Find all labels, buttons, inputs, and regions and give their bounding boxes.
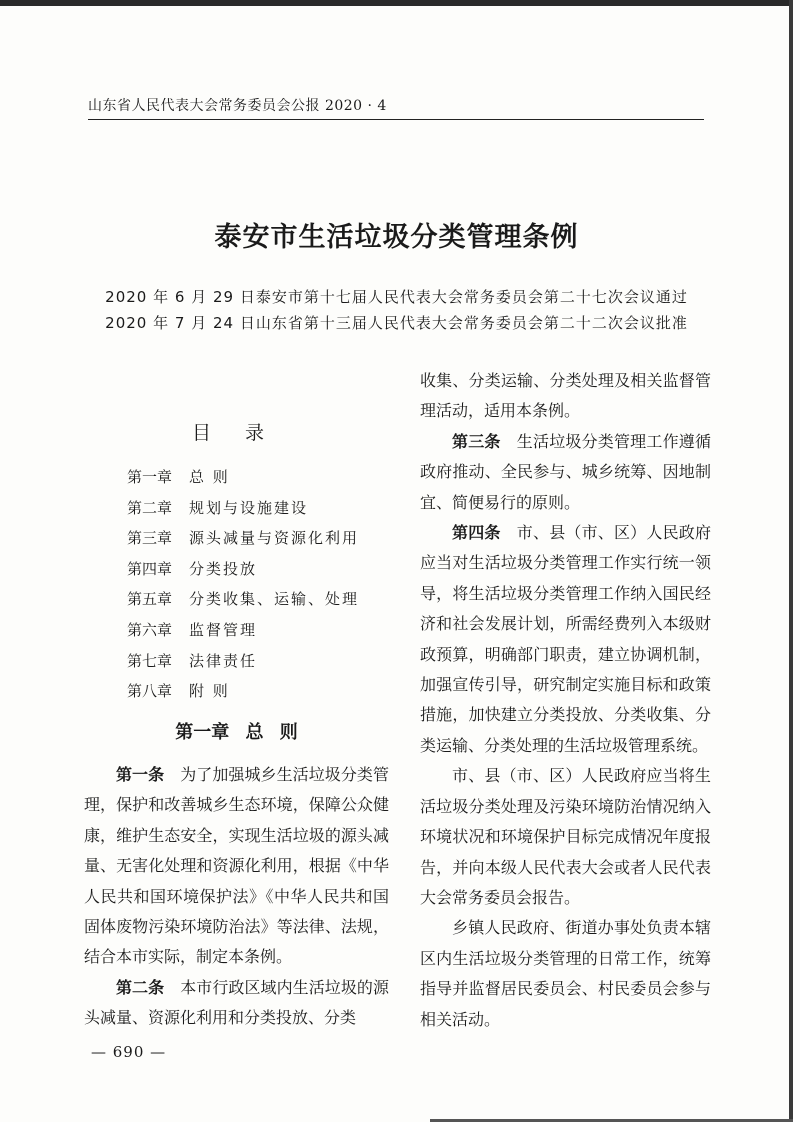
article-4-paragraph-2: 市、县（市、区）人民政府应当将生活垃圾分类处理及污染环境防治情况纳入环境状况和环境保护目标完成情况年度报告，并向本级人民代表大会或者人民代表大会常务委员会报告。 xyxy=(420,766,711,907)
article-label: 第二条 xyxy=(116,977,165,997)
toc-item xyxy=(127,462,359,493)
article-3 xyxy=(420,427,711,518)
article-label: 第一条 xyxy=(116,765,165,784)
chapter-heading: 第一章 总 则 xyxy=(175,722,298,743)
toc-item xyxy=(127,584,359,615)
toc-item xyxy=(127,676,359,707)
toc-chapter-number: 第三章 xyxy=(127,529,173,548)
document-title: 泰安市生活垃圾分类管理条例 xyxy=(214,222,579,253)
running-header: 山东省人民代表大会常务委员会公报 2020 · 4 xyxy=(88,98,387,114)
toc-item xyxy=(127,493,359,524)
table-of-contents xyxy=(127,462,359,707)
toc-chapter-name: 分类投放 xyxy=(189,559,258,578)
approval-line-2: 2020 年 7 月 24 日山东省第十三届人民代表大会常务委员会第二十二次会议批准 xyxy=(105,314,688,332)
toc-chapter-number: 第八章 xyxy=(127,682,173,701)
toc-chapter-name: 监督管理 xyxy=(189,620,258,639)
toc-chapter-number: 第一章 xyxy=(127,468,173,486)
article-2-continued: 收集、分类运输、分类处理及相关监督管理活动，适用本条例。 xyxy=(420,371,711,421)
article-4-paragraph-3: 乡镇人民政府、街道办事处负责本辖区内生活垃圾分类管理的日常工作，统筹指导并监督居民委员会、村民委员会参与相关活动。 xyxy=(420,918,711,1029)
article-body: 市、县（市、区）人民政府应当对生活垃圾分类管理工作实行统一领导，将生活垃圾分类管理工作纳入国民经济和社会发展计划，所需经费列入本级财政预算，明确部门职责，建立协调机制，加强宣传引导，研究制定实施目标和政策措施，加快建立分类投放、分类收集、分类运输、分类处理的生活垃圾管理系统。 xyxy=(420,523,711,755)
page-number: — 690 — xyxy=(91,1043,167,1061)
article-label: 第三条 xyxy=(452,431,501,451)
toc-chapter-number: 第五章 xyxy=(127,590,173,609)
approval-line-1: 2020 年 6 月 29 日泰安市第十七届人民代表大会常务委员会第二十七次会议通过 xyxy=(105,288,688,306)
right-column-text xyxy=(420,366,711,1035)
scan-border-right xyxy=(789,0,793,1122)
toc-title: 目 录 xyxy=(191,422,279,444)
header-rule xyxy=(88,119,704,120)
article-body: 为了加强城乡生活垃圾分类管理，保护和改善城乡生态环境，保障公众健康，维护生态安全，实现生活垃圾的源头减量、无害化处理和资源化利用，根据《中华人民共和国环境保护法》《中华人民共和国固体废物污染环境防治法》等法律、法规，结合本市实际，制定本条例。 xyxy=(84,765,389,967)
toc-chapter-number: 第四章 xyxy=(127,559,173,578)
article-2 xyxy=(84,973,389,1034)
toc-chapter-name: 分类收集、运输、处理 xyxy=(189,590,360,609)
toc-chapter-name: 规划与设施建设 xyxy=(189,498,309,517)
toc-chapter-number: 第七章 xyxy=(127,651,173,670)
toc-chapter-name: 源头减量与资源化利用 xyxy=(189,529,360,548)
toc-item xyxy=(127,615,359,646)
toc-chapter-name: 附 则 xyxy=(189,682,230,701)
toc-chapter-name: 法律责任 xyxy=(189,651,258,670)
toc-item xyxy=(127,523,359,554)
article-body: 本市行政区域内生活垃圾的源头减量、资源化利用和分类投放、分类 xyxy=(84,977,389,1028)
article-body: 生活垃圾分类管理工作遵循政府推动、全民参与、城乡统筹、因地制宜、简便易行的原则。 xyxy=(420,431,711,512)
toc-item xyxy=(127,554,359,585)
article-label: 第四条 xyxy=(452,523,501,543)
left-column-text xyxy=(84,760,389,1034)
toc-item xyxy=(127,646,359,677)
toc-chapter-number: 第六章 xyxy=(127,620,173,639)
scan-border-top xyxy=(0,0,793,6)
toc-chapter-name: 总 则 xyxy=(189,468,230,486)
article-1 xyxy=(84,760,389,973)
toc-chapter-number: 第二章 xyxy=(127,498,173,517)
article-4 xyxy=(420,518,711,761)
